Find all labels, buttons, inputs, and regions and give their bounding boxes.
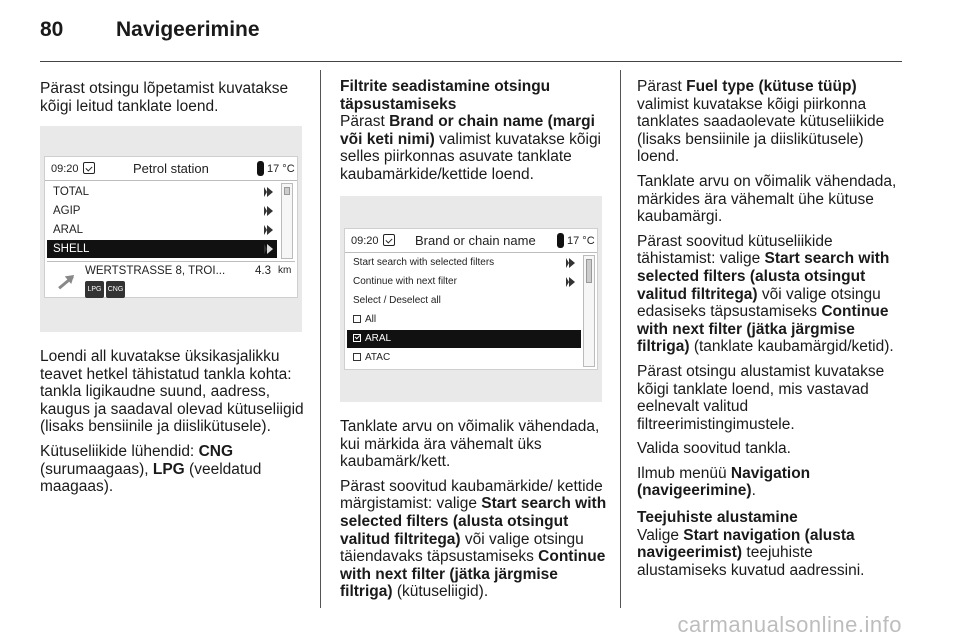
choose-station-text: Valida soovitud tankla.: [637, 440, 791, 458]
intro-text: Pärast otsingu lõpetamist kuvatakse kõigi leitud tanklate loend.: [40, 80, 289, 115]
direction-arrow-icon: [58, 276, 74, 290]
scrollbar-thumb[interactable]: [586, 259, 592, 283]
reduce-fuel-text: Tanklate arvu on võimalik vähendada, märkides ära vähemalt ühe kütuse kaubamärgi.: [637, 172, 897, 226]
chevron-right-icon: [267, 244, 273, 254]
list-item[interactable]: TOTAL: [47, 183, 277, 201]
lpg-badge: LPG: [85, 281, 104, 298]
cng-badge: CNG: [106, 281, 125, 298]
column-2-lower: [340, 418, 608, 601]
column-divider: [620, 70, 621, 608]
scrollbar[interactable]: [583, 255, 595, 367]
chevron-right-icon: [267, 225, 273, 235]
chevron-right-icon: [267, 206, 273, 216]
checkbox-icon[interactable]: [353, 315, 361, 323]
list-item[interactable]: ATAC: [347, 349, 581, 367]
clock-time: 09:20: [351, 235, 379, 247]
footer-divider: [47, 261, 295, 262]
chevron-right-icon: [569, 258, 575, 268]
distance-unit: km: [278, 265, 292, 276]
scrollbar-thumb[interactable]: [284, 187, 290, 195]
screen-title: Petrol station: [133, 161, 209, 176]
header-rule: [40, 61, 902, 62]
station-address: WERTSTRASSE 8, TROI...: [85, 265, 226, 277]
scrollbar[interactable]: [281, 183, 293, 259]
page-title: Navigeerimine: [116, 18, 260, 41]
screen-header: [345, 229, 597, 253]
list-item-selected[interactable]: ARAL: [347, 330, 581, 348]
page-number: 80: [40, 18, 64, 41]
clock-time: 09:20: [51, 163, 79, 175]
petrol-station-screen-figure: [40, 126, 302, 332]
list-item-selected[interactable]: SHELL: [47, 240, 277, 258]
screen-title: Brand or chain name: [415, 233, 536, 248]
checkbox-checked-icon[interactable]: [353, 334, 361, 342]
fuel-abbreviations: Kütuseliikide lühendid: CNG (surumaagaas), LPG (veeldatud maagaas).: [40, 442, 262, 496]
search-results-text: Pärast otsingu alustamist kuvatakse kõigi tanklate loend, mis vastavad eelnevalt valitud filtreerimistingimustele.: [637, 362, 885, 433]
list-description: Loendi all kuvatakse üksikasjalikku teavet hetkel tähistatud tankla kohta: tankla ligikaudne suund, aadress, kaugus ja saadaval olevad kütuseliigid (lisaks bensiinile ja diislikütusele).: [40, 348, 304, 436]
brand-filter-text: Pärast Brand or chain name (margi või keti nimi) valimist kuvatakse kõigi selles piirkonnas asuvate tanklate kaubamärkide/kettide loend.: [340, 113, 602, 183]
checkbox-icon[interactable]: [353, 353, 361, 361]
thermometer-icon: [257, 161, 264, 176]
column-3: [637, 78, 905, 579]
thermometer-icon: [557, 233, 564, 248]
column-2: [340, 78, 608, 191]
brand-screen: [344, 228, 598, 370]
fuel-type-text: Pärast Fuel type (kütuse tüüp) valimist kuvatakse kõigi piirkonna tanklates saadaolevate kütuseliikide (lisaks bensiinile ja diislikütusele) loend.: [637, 78, 885, 166]
after-fuel-selection-text: Pärast soovitud kütuseliikide tähistamist: valige Start search with selected filters (alusta otsingut valitud filtritega) või valige otsingu edasiseks täpsustamiseks Continue with next filter (jätka järgmise filtriga) (tanklate kaubamärgid/ketid).: [637, 232, 894, 356]
filter-heading: Filtrite seadistamine otsingu täpsustamiseks: [340, 78, 551, 113]
column-divider: [320, 70, 321, 608]
chevron-right-icon: [569, 277, 575, 287]
after-brand-selection-text: Pärast soovitud kaubamärkide/ kettide märgistamist: valige Start search with selected filters (alusta otsingut valitud filtritega) või valige otsingu täiendavaks täpsustamiseks Continue with next filter (jätka järgmise filtriga) (kütuseliigid).: [340, 477, 607, 601]
clock-icon: [383, 234, 395, 246]
chevron-right-icon: [267, 187, 273, 197]
column-1: [40, 80, 308, 122]
start-guidance-heading: Teejuhiste alustamine: [637, 509, 798, 527]
start-search-item[interactable]: Start search with selected filters: [347, 254, 581, 272]
petrol-station-screen: [44, 156, 298, 298]
start-guidance-text: Valige Start navigation (alusta navigeerimist) teejuhiste alustamiseks kuvatud aadressini.: [637, 526, 865, 579]
temperature: 17 °C: [567, 235, 595, 247]
list-item[interactable]: AGIP: [47, 202, 277, 220]
list-item[interactable]: ARAL: [47, 221, 277, 239]
station-distance: 4.3: [255, 265, 271, 277]
brand-screen-figure: [340, 196, 602, 402]
continue-filter-item[interactable]: Continue with next filter: [347, 273, 581, 291]
list-item[interactable]: All: [347, 311, 581, 329]
column-1-lower: [40, 348, 312, 503]
clock-icon: [83, 162, 95, 174]
watermark: carmanualsonline.info: [677, 612, 902, 637]
reduce-brands-text: Tanklate arvu on võimalik vähendada, kui märkida ära vähemalt üks kaubamärk/kett.: [340, 418, 600, 471]
screen-header: [45, 157, 297, 181]
navigation-menu-text: Ilmub menüü Navigation (navigeerimine).: [637, 464, 811, 500]
select-deselect-all-item[interactable]: Select / Deselect all: [353, 295, 441, 306]
temperature: 17 °C: [267, 163, 295, 175]
